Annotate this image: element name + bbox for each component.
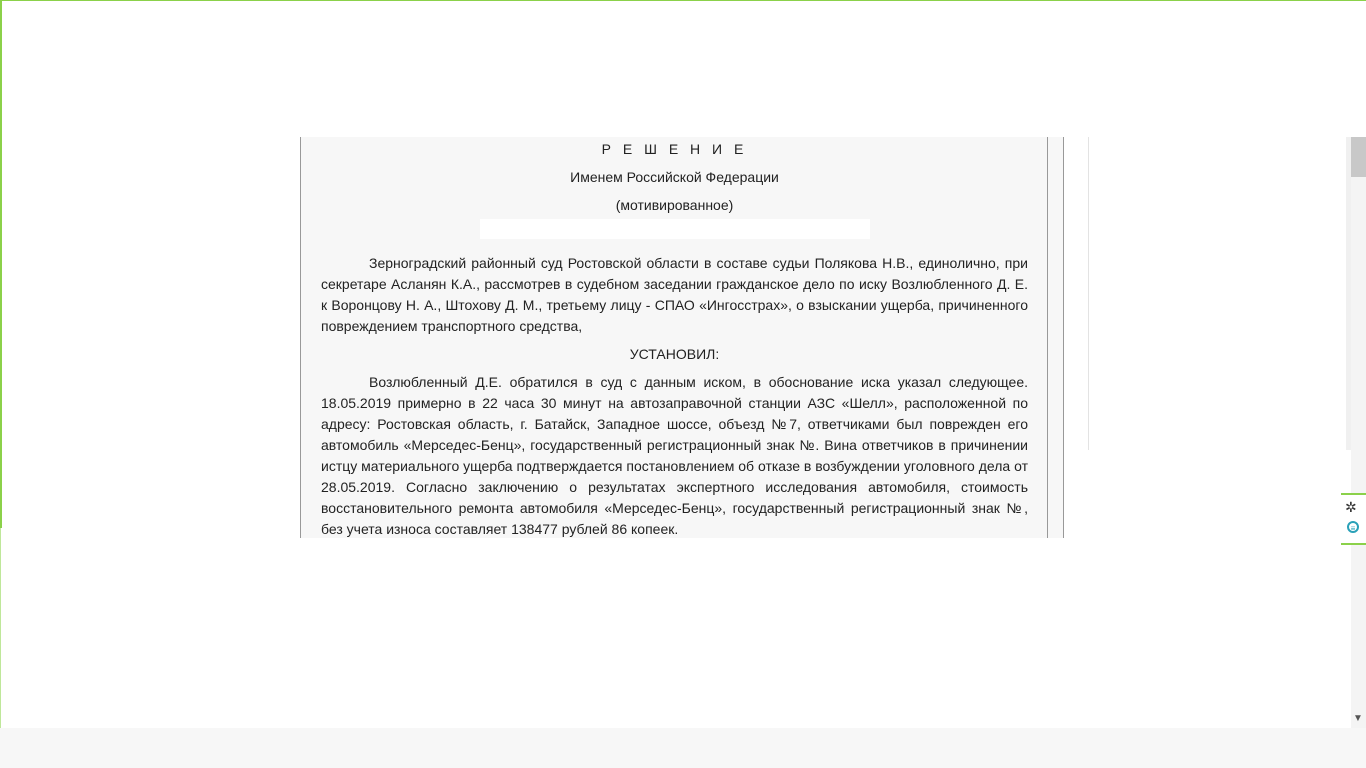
document-body xyxy=(321,139,1028,540)
right-pane-divider xyxy=(1088,137,1089,450)
document-title: Р Е Ш Е Н И Е xyxy=(601,141,748,157)
redacted-line xyxy=(480,219,870,239)
frame-left-border xyxy=(0,0,2,528)
intro-paragraph: Зерноградский районный суд Ростовской области в составе судьи Полякова Н.В., единолично, при секретаре Асланян К.А., рассмотрев в судебном заседании гражданское дело по иску Возлюбленного Д. Е. к Воронцову Н. А., Штохову Д. М., третьему лицу - СПАО «Ингосстрах», о взыскании ущерба, причиненного повреждением транспортного средства, xyxy=(321,255,1028,334)
bottom-strip xyxy=(0,728,1366,768)
document-note: (мотивированное) xyxy=(615,197,734,213)
scrollbar-track[interactable] xyxy=(1351,137,1366,728)
document-subtitle: Именем Российской Федерации xyxy=(570,169,779,185)
body-paragraph: Возлюбленный Д.Е. обратился в суд с данным иском, в обоснование иска указал следующее. 18.05.2019 примерно в 22 часа 30 минут на автозаправочной станции АЗС «Шелл», расположенной по адресу: Ростовская область, г. Батайск, Западное шоссе, объезд №7, ответчиками был поврежден его автомобиль «Мерседес-Бенц», государственный регистрационный знак №. Вина ответчиков в причинении истцу материального ущерба подтверждается постановлением об отказе в возбуждении уголовного дела от 28.05.2019. Согласно заключению о результатах экспертного исследования автомобиля, стоимость восстановительного ремонта автомобиля «Мерседес-Бенц», государственный регистрационный знак №, без учета износа составляет 138477 рублей 86 копеек. xyxy=(321,374,1028,537)
gear-icon[interactable]: ✲ xyxy=(1345,499,1357,515)
frame-top-border xyxy=(0,0,1366,1)
document-inner-rule xyxy=(1047,137,1048,538)
info-icon[interactable]: ≡ xyxy=(1347,521,1359,533)
side-widget[interactable] xyxy=(1341,493,1366,545)
section-heading: УСТАНОВИЛ: xyxy=(629,346,720,362)
scrollbar-thumb[interactable] xyxy=(1351,137,1366,177)
scroll-down-arrow-icon[interactable]: ▼ xyxy=(1353,713,1363,724)
